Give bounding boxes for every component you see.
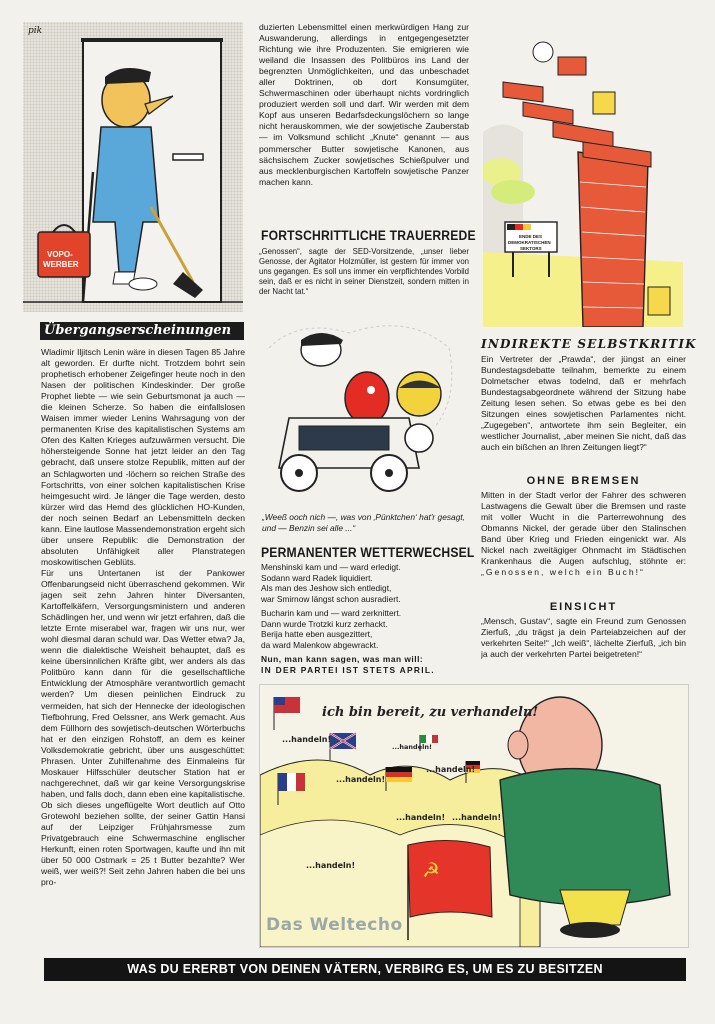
handeln-echo: ...handeln! bbox=[452, 813, 502, 822]
poem-line: Dann wurde Trotzki kurz zerhackt. bbox=[261, 618, 388, 629]
cartoon-signature: pik bbox=[28, 26, 43, 36]
selbstkritik-text: Ein Vertreter der „Prawda“, der jüngst an einer Bundestagsdebatte teilnahm, bemerkte zu einem Dolmetscher etwas todelnd, daß er mehrfach Bundestagsabgeordnete während der Sitzung habe Zeitung lesen sehen. So etwas gebe es bei den Sitzungen eines sowjetischen Parlamentes nicht. „Zugegeben“, antwortete ihm sein Begleiter, ein westlicher Journalist, „aber meinen Sie nicht, daß das auch ein bißchen an Ihren Zeitungen liegt?“ bbox=[481, 354, 686, 453]
trauerrede-title: FORTSCHRITTLICHE TRAUERREDE bbox=[261, 228, 476, 243]
staircase-illustration bbox=[483, 22, 683, 327]
handeln-echo: ...handeln! bbox=[336, 775, 386, 784]
bremsen-body: Mitten in der Stadt verlor der Fahrer des schweren Lastwagens die Gewalt über die Bremsen und raste mit voller Wucht in die Parterrewohnung des Obmanns Nickel, der gerade über den Stalinschen Band über Krieg und Frieden eingenickt war. Als Nickel nach zweitägiger Ohnmacht im Städtischen Krankenhaus die Augen aufschlug, stöhnte er: bbox=[481, 490, 686, 567]
cartoon-vopo-werber bbox=[23, 22, 243, 312]
einsicht-text: „Mensch, Gustav“, sagte ein Freund zum Genossen Zierfuß, „du trägst ja dein Parteiabzeichen auf der verkehrten Seite!“ „Ich weiß“, lächelte Zierfuß, „ich bin ja auch der verkehrten Partei beigetreten!“ bbox=[481, 616, 686, 660]
article-paragraph-2: Für uns Untertanen ist der Pankower Offenbarungseid nicht überraschend gekommen. Wir jagen seit zehn Jahren hinter Diversanten, Kartoffelkäfern, Versorgungsministern und anderen Schädlingen her, und wenn wir jetzt erfahren, daß die letzte Ernte miserabel war, fragen wir uns nur, wer wohl diesmal daran schuld war. Das Wetter etwa? Ja, wenn die dialektische Weisheit behauptet, daß es keine übersinnlichen Kräfte gibt, wer anders als das Politbüro kann dann für die gesellschaftliche Entwicklung der Atmosphäre verantwortlich gemacht werden? Um diesen peinlichen Eindruck zu vermeiden, hat sich der Hennecke der ideologischen Tiefbohrung, Fred Oelssner, ans Werk gemacht. Aus dem Füllhorn des sowjetisch-deutschen Wörterbuchs hat er den einzigen Rohstoff, an dem es keiner Volksdemokratie gebricht, über uns ausgeschüttet: Phrasen. Unter Zuhilfenahme des Einmaleins für Moskauer Hilfsschüler deutscher Station hat er nachgerechnet, daß wir gar keine Versorgungskrise haben, und falls doch, dann eben eine kapitalistische. Ob sich dieses ungeflügelte Wort deutlich auf Otto Grotewohl beziehen sollte, der seiner Gattin Hansi auf der Leipziger Frühjahrsmesse zum Privatgebrauch eine Schwermaschine englischer Herkunft, einen roten Sportwagen, kaufte und ihn mit über 50 000 Ostmark = 25 t Butter bezahlte? Wer weiß, wer weiß?! Seit zehn Jahren haben die bei uns pro- bbox=[41, 567, 245, 888]
weltecho-logo: Das Weltecho bbox=[266, 915, 403, 935]
svg-text:☭: ☭ bbox=[422, 858, 440, 882]
footer-banner bbox=[44, 958, 686, 981]
sector-sign-line2: DEMOKRATISCHEN bbox=[508, 240, 551, 245]
cartoon-car bbox=[259, 308, 467, 508]
verhandeln-shout: ich bin bereit, zu verhandeln! bbox=[322, 705, 539, 720]
poem-closing-1: Nun, man kann sagen, was man will: bbox=[261, 654, 424, 664]
article-paragraph-1: Wladimir Iljitsch Lenin wäre in diesen Tagen 85 Jahre alt geworden. Er durfte nicht. Trotzdem bohrt sein prophetisch erhobener Zeigefinger heute noch in den Nasen der politischen Kindeskinder. Der große Prophet liebte — wie sein Geburtsmonat ja auch — die kleinen Scherze. So haben die einfallslosen Waisen immer wieder Lenins Wahrsagung von der permanenten Krise des kapitalistischen Systems am Ofen des Kalten Krieges aufzuwärmen versucht. Die höhersteigende Sonne hat jetzt leider an den Tag gebracht, daß unsere stolze Republik, mitten auf der an Schlagworten und -löchern so reichen Straße des Fortschritts, von einer solchen kapitalistischen Krise heimgesucht wird. Je länger die Tage werden, desto kürzer wird das Hemd des glücklichen HO-Kunden, der noch seinen Bedarf an Lebensmitteln decken kann. Eine lautlose Massendemonstration ergeht sich über unsere Republik: die Demonstration der absoluten Unfähigkeit aller Planstrategen moskowitischen Geblüts. bbox=[41, 347, 245, 567]
handeln-echo: ...handeln! bbox=[282, 735, 332, 744]
poem-line: Sodann ward Radek liquidiert. bbox=[261, 572, 373, 583]
sector-sign-line1: ENDE DES bbox=[519, 234, 543, 239]
poem-line: Berija hatte eben ausgezittert, bbox=[261, 629, 373, 639]
poem-line: Menshinski kam und — ward erledigt. bbox=[261, 562, 401, 572]
poem-line: Bucharin kam und — ward zerknittert. bbox=[261, 608, 402, 618]
poem-line: da ward Malenkow abgewrackt. bbox=[261, 639, 379, 650]
article-body-left bbox=[41, 347, 245, 953]
article-continuation: duzierten Lebensmittel einen merkwürdigen Hang zur Auswanderung, allerdings in entgegengesetzter Richtung wie ihre Produzenten. Sie emigrieren wie weiland die Insassen des Politbüros ins Land der begrenzten Unmöglichkeiten, und das unbeschadet aller Doktrinen, ob dort Konsumgüter, Schwermaschinen oder überhaupt nichts vordringlich produziert werden soll und darf. Wir werden mit dem Kopf aus unseren Bedarfsdeckungslöchern so lange nicht herauskommen, wie der sowjetische Zauberstab — im Volksmund schlicht „Knute“ genannt — aus pommerscher Butter sowjetische Kanonen, aus sächsischem Zucker sowjetisches Schießpulver und aus mecklenburgischen Kartoffeln sowjetische Panzer machen kann. bbox=[259, 22, 469, 187]
trauerrede-text: „Genossen“, sagte der SED-Vorsitzende, „unser lieber Genosse, der Agitator Holzmüller, ist gestern für immer von uns gegangen. Es soll uns immer ein verpflichtendes Vorbild sein, daß er es nicht in seiner Dienstzeit, sondern mitten in der Nacht tat.“ bbox=[259, 247, 469, 296]
vopo-werber-label-line2: WERBER bbox=[43, 260, 79, 269]
bremsen-title: OHNE BREMSEN bbox=[526, 475, 641, 487]
poem-closing-2: IN DER PARTEI IST STETS APRIL. bbox=[261, 664, 435, 675]
poem-line: war Smirnow längst schon ausradiert. bbox=[261, 593, 401, 604]
wetterwechsel-title: PERMANENTER WETTERWECHSEL bbox=[261, 545, 475, 560]
handeln-echo: ...handeln! bbox=[392, 743, 432, 751]
cartoon-verhandeln bbox=[259, 684, 689, 948]
poem-line: Als man des Jeshow sich entledigt, bbox=[261, 583, 392, 593]
handeln-echo: ...handeln! bbox=[396, 813, 446, 822]
wetterwechsel-poem bbox=[261, 562, 471, 675]
sector-sign-line3: SEKTORS bbox=[520, 246, 542, 251]
article-title-box bbox=[40, 322, 244, 340]
article-title: Übergangserscheinungen bbox=[44, 323, 232, 338]
cartoon-brick-staircase bbox=[483, 22, 683, 327]
einsicht-title: EINSICHT bbox=[549, 601, 618, 613]
bremsen-text bbox=[481, 490, 686, 594]
selbstkritik-title: INDIREKTE SELBSTKRITIK bbox=[481, 337, 697, 351]
vopo-werber-label-line1: VOPO- bbox=[47, 250, 73, 259]
handeln-echo: ...handeln! bbox=[306, 861, 356, 870]
footer-motto: WAS DU ERERBT VON DEINEN VÄTERN, VERBIRG ES, UM ES ZU BESITZEN bbox=[127, 962, 603, 976]
bremsen-punch: „Genossen, welch ein Buch!“ bbox=[481, 567, 645, 578]
car-caption: „Weeß ooch nich —, was von ‚Pünktchen‘ hat'r gesagt, und — Benzin sei alle ...“ bbox=[262, 512, 466, 533]
handeln-echo: ...handeln! bbox=[426, 765, 476, 774]
car-illustration bbox=[259, 308, 467, 508]
